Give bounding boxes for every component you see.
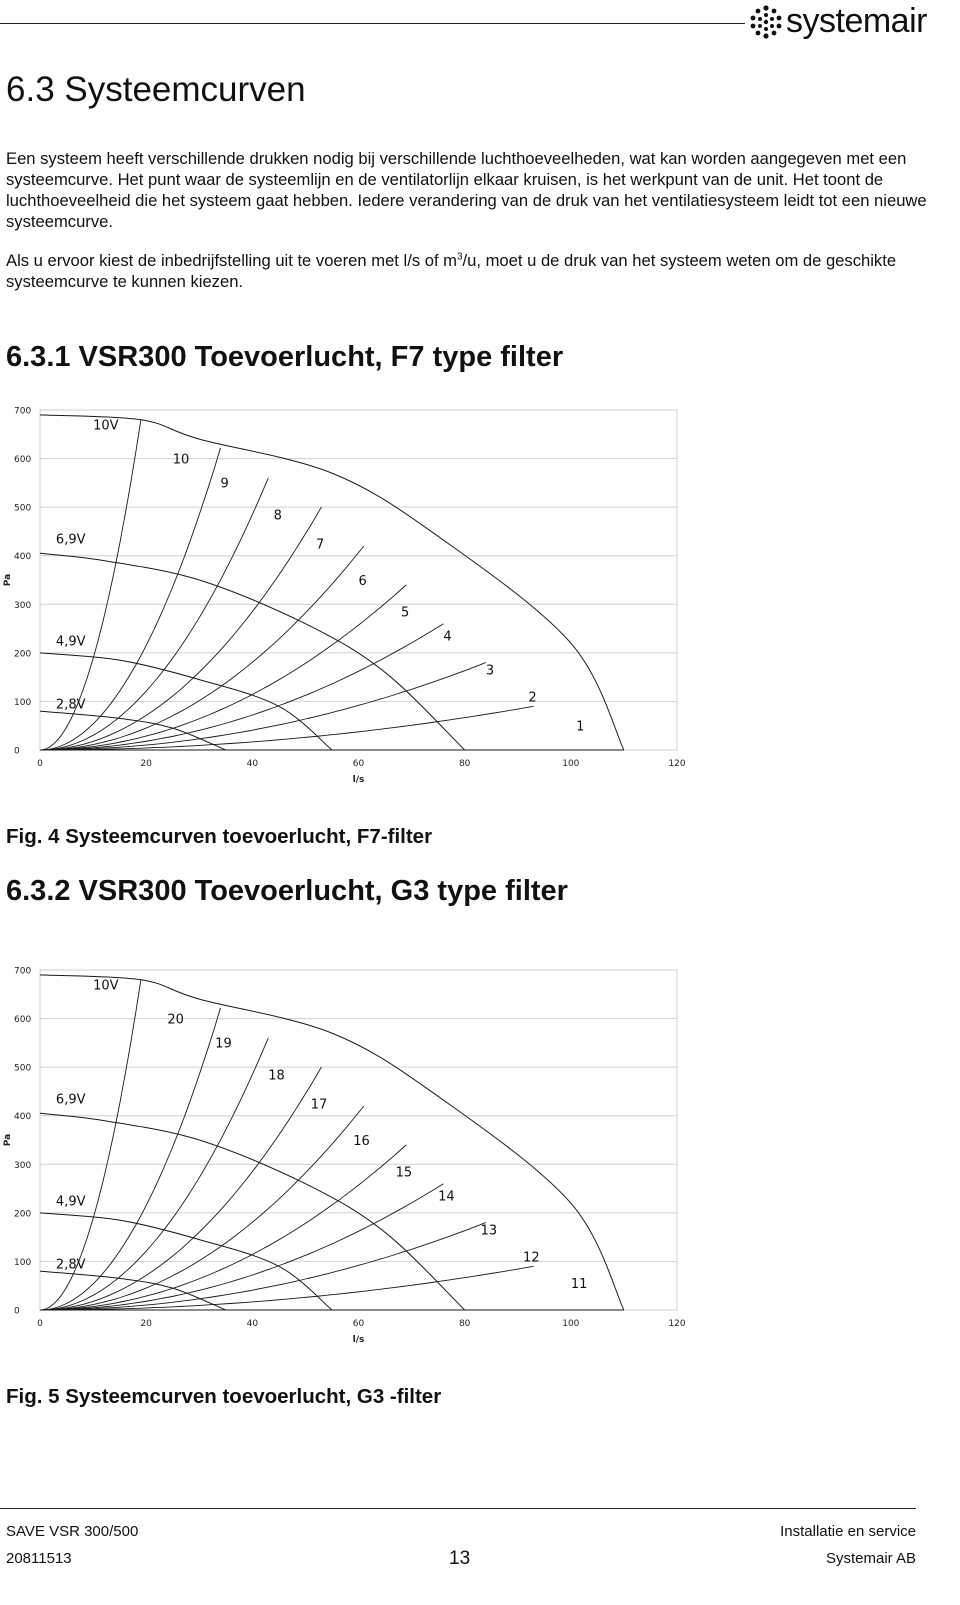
curve-label: 3 xyxy=(485,663,495,679)
y-tick-label: 0 xyxy=(14,1306,20,1317)
figure-caption-f7: Fig. 4 Systeemcurven toevoerlucht, F7-filter xyxy=(6,825,433,848)
y-axis-label: Pa xyxy=(3,573,13,587)
y-tick-label: 700 xyxy=(14,406,32,417)
curve-label: 4 xyxy=(443,629,452,645)
y-axis-label: Pa xyxy=(3,1133,13,1147)
y-tick-label: 600 xyxy=(14,455,32,466)
curve-label: 6 xyxy=(358,573,367,589)
y-tick-label: 300 xyxy=(14,1160,32,1171)
curve-label: 19 xyxy=(215,1036,232,1052)
y-tick-label: 200 xyxy=(14,1209,32,1220)
footer-doc-type: Installatie en service xyxy=(780,1523,916,1540)
curve-label: 16 xyxy=(353,1133,370,1149)
y-tick-label: 700 xyxy=(14,966,32,977)
x-tick-label: 20 xyxy=(140,759,152,769)
x-tick-label: 0 xyxy=(37,759,43,769)
logo-dots-icon xyxy=(748,4,784,40)
x-tick-label: 80 xyxy=(458,759,471,769)
curve-label: 2 xyxy=(528,690,537,706)
x-tick-label: 0 xyxy=(37,1319,43,1329)
systemair-logo xyxy=(748,2,948,42)
subsection-title-g3: 6.3.2 VSR300 Toevoerlucht, G3 type filter xyxy=(6,875,568,907)
y-tick-label: 300 xyxy=(14,600,32,611)
chart-g3 xyxy=(0,955,700,1355)
curve-label: 6,9V xyxy=(55,532,86,548)
chart-f7 xyxy=(0,395,700,795)
chart-f7-svg xyxy=(0,395,700,795)
system-curve-15 xyxy=(40,1145,406,1310)
system-curve-3 xyxy=(40,663,486,750)
curve-label: 7 xyxy=(316,537,325,553)
y-tick-label: 600 xyxy=(14,1015,32,1026)
footer-doc-number: 20811513 xyxy=(6,1550,72,1567)
header-rule xyxy=(0,23,745,24)
x-tick-label: 60 xyxy=(352,1319,365,1329)
system-curve-5 xyxy=(40,585,406,750)
footer-rule xyxy=(0,1508,916,1509)
x-axis-label: l/s xyxy=(352,775,365,785)
curve-label: 10V xyxy=(93,978,119,994)
curve-label: 10V xyxy=(93,418,119,434)
commissioning-paragraph xyxy=(6,250,931,292)
figure-caption-g3: Fig. 5 Systeemcurven toevoerlucht, G3 -filter xyxy=(6,1385,442,1408)
intro-paragraph: Een systeem heeft verschillende drukken nodig bij verschillende luchthoeveelheden, wat kan worden aangegeven met een systeemcurve. Het punt waar de systeemlijn en de ventilatorlijn elkaar kruisen, is het werkpunt van de unit. Het toont de luchthoeveelheid die het systeem gaat hebben. Iedere verandering van de druk van het ventilatiesysteem leidt tot een nieuwe systeemcurve. xyxy=(6,149,927,231)
y-tick-label: 400 xyxy=(14,552,32,563)
x-tick-label: 100 xyxy=(562,1319,580,1329)
x-tick-label: 60 xyxy=(352,759,365,769)
curve-label: 14 xyxy=(438,1189,455,1205)
y-tick-label: 500 xyxy=(14,1063,32,1074)
x-tick-label: 40 xyxy=(246,759,259,769)
y-tick-label: 100 xyxy=(14,697,32,708)
page-number: 13 xyxy=(449,1548,471,1569)
x-tick-label: 100 xyxy=(562,759,580,769)
y-tick-label: 200 xyxy=(14,649,32,660)
commissioning-text-end: /u, moet u de druk van het systeem weten om de geschikte systeemcurve te kunnen kiezen. xyxy=(6,251,897,291)
x-tick-label: 20 xyxy=(140,1319,152,1329)
commissioning-text-start: Als u ervoor kiest de inbedrijfstelling uit te voeren met l/s of m xyxy=(6,251,457,270)
curve-label: 4,9V xyxy=(55,634,86,650)
curve-label: 18 xyxy=(268,1068,285,1084)
chart-g3-svg xyxy=(0,955,700,1355)
system-curve-13 xyxy=(40,1223,486,1310)
curve-label: 2,8V xyxy=(55,697,86,713)
curve-label: 5 xyxy=(400,605,410,621)
curve-label: 11 xyxy=(570,1277,588,1293)
curve-label: 1 xyxy=(576,719,585,735)
curve-label: 8 xyxy=(273,508,282,524)
system-curve-6 xyxy=(40,546,364,750)
x-tick-label: 40 xyxy=(246,1319,259,1329)
curve-label: 6,9V xyxy=(55,1092,86,1108)
subsection-title-f7: 6.3.1 VSR300 Toevoerlucht, F7 type filter xyxy=(6,341,564,373)
curve-label: 2,8V xyxy=(55,1257,86,1273)
x-tick-label: 120 xyxy=(668,759,686,769)
x-tick-label: 80 xyxy=(458,1319,471,1329)
footer-product: SAVE VSR 300/500 xyxy=(6,1523,139,1540)
footer-company: Systemair AB xyxy=(825,1550,916,1567)
curve-label: 9 xyxy=(220,476,229,492)
curve-label: 13 xyxy=(480,1223,498,1239)
curve-label: 17 xyxy=(310,1097,328,1113)
y-tick-label: 100 xyxy=(14,1257,32,1268)
curve-label: 15 xyxy=(395,1165,413,1181)
curve-label: 10 xyxy=(172,452,190,468)
y-tick-label: 500 xyxy=(14,503,32,514)
section-title: 6.3 Systeemcurven xyxy=(6,70,306,109)
y-tick-label: 0 xyxy=(14,746,20,757)
logo-text: systemair xyxy=(786,2,927,40)
curve-label: 20 xyxy=(167,1012,184,1028)
curve-label: 4,9V xyxy=(55,1194,86,1210)
x-tick-label: 120 xyxy=(668,1319,686,1329)
curve-label: 12 xyxy=(523,1250,540,1266)
fan-curve-6,9V xyxy=(40,553,465,750)
superscript-3: 3 xyxy=(457,251,463,263)
fan-curve-6,9V xyxy=(40,1113,465,1310)
system-curve-16 xyxy=(40,1106,364,1310)
x-axis-label: l/s xyxy=(352,1335,365,1345)
y-tick-label: 400 xyxy=(14,1112,32,1123)
